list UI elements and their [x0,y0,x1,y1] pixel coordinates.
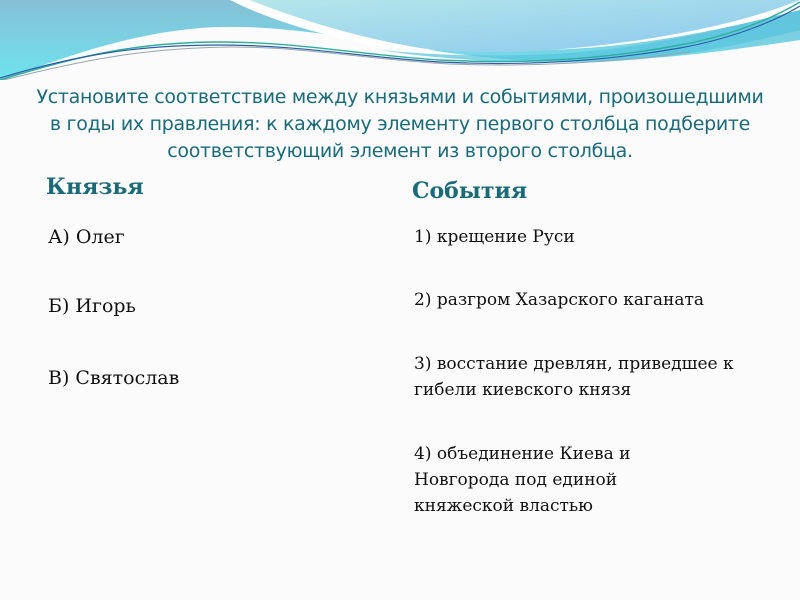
event-item-3: 3) восстание древлян, приведшее к гибели киевского князя [414,354,734,400]
event-item-1: 1) крещение Руси [414,227,575,247]
prince-item-a: А) Олег [48,226,125,248]
event-item-2: 2) разгром Хазарского каганата [414,290,705,310]
slide-title: Установите соответствие между князьями и событиями, произошедшими в годы их правления: к каждому элементу первого столбца подберите соответствующий элемент из второго столбца. [36,86,764,162]
prince-item-v: В) Святослав [48,367,180,389]
prince-item-b: Б) Игорь [48,295,136,317]
column-header-princes: Князья [46,174,144,200]
header-wave-decoration [0,0,800,80]
column-header-events: События [412,178,528,204]
event-item-4: 4) объединение Киева и Новгорода под единой княжеской властью [414,444,631,516]
